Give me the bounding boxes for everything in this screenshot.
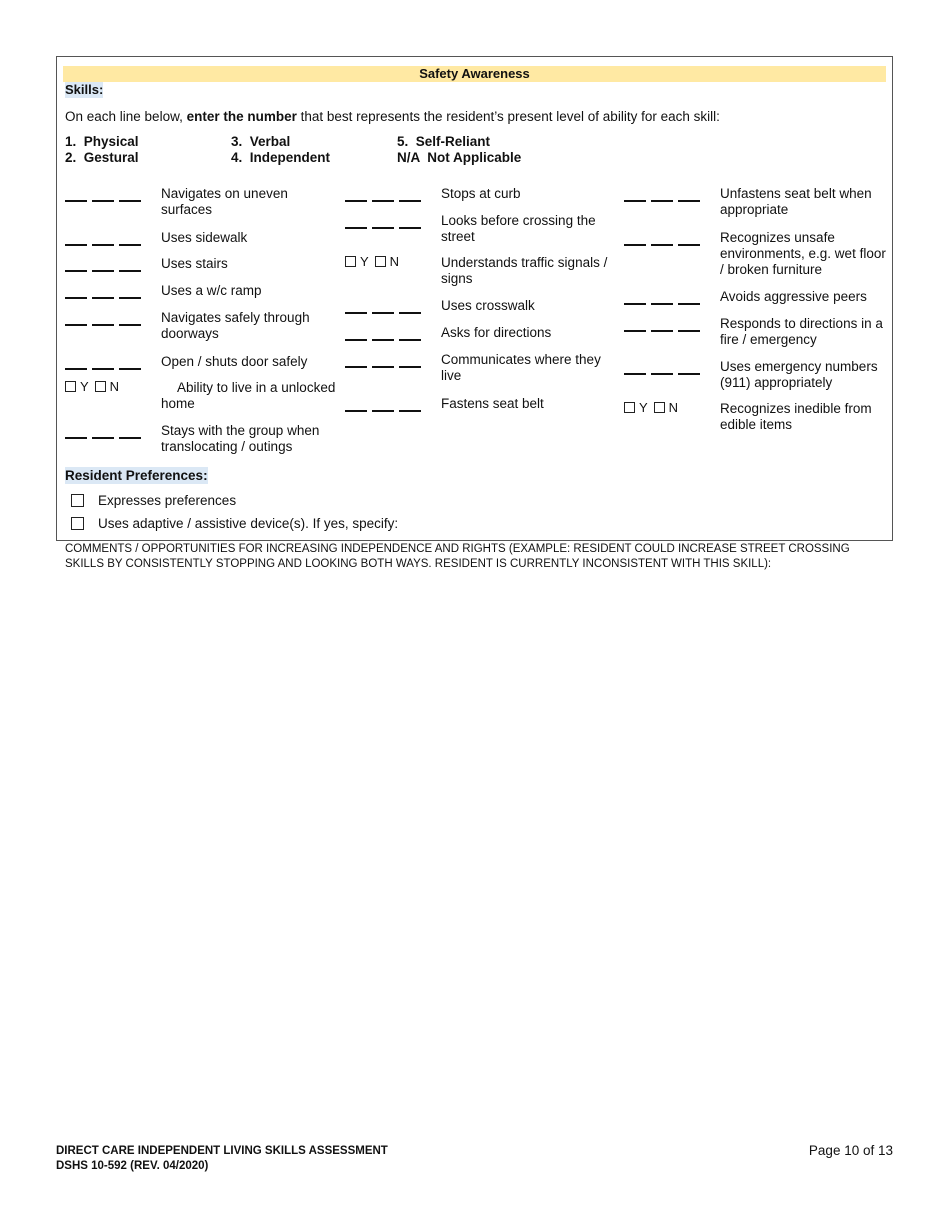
rating-blank[interactable] <box>372 200 394 202</box>
skill-label: Navigates on uneven surfaces <box>161 186 288 217</box>
skill-label: Uses crosswalk <box>441 298 535 313</box>
rating-blanks[interactable] <box>624 229 704 246</box>
skill-label: Open / shuts door safely <box>161 354 308 369</box>
skill-label: Stays with the group when translocating / outings <box>161 423 320 454</box>
rating-blank[interactable] <box>92 368 114 370</box>
checkbox[interactable] <box>71 494 84 507</box>
skill-label: Asks for directions <box>441 325 552 340</box>
rating-blank[interactable] <box>119 244 141 246</box>
yes-checkbox[interactable] <box>345 256 356 267</box>
rating-blank[interactable] <box>345 312 367 314</box>
rating-blanks[interactable] <box>65 353 145 370</box>
rating-blank[interactable] <box>372 227 394 229</box>
rating-blanks[interactable] <box>65 282 145 299</box>
rating-blank[interactable] <box>345 339 367 341</box>
rating-blank[interactable] <box>372 339 394 341</box>
rating-blank[interactable] <box>678 373 700 375</box>
rating-blank[interactable] <box>92 270 114 272</box>
yes-no-checkboxes[interactable] <box>345 254 405 270</box>
form-number: DSHS 10-592 (REV. 04/2020) <box>56 1160 209 1172</box>
rating-blank[interactable] <box>399 227 421 229</box>
rating-blank[interactable] <box>651 200 673 202</box>
rating-blank[interactable] <box>651 373 673 375</box>
skill-label: Avoids aggressive peers <box>720 289 867 304</box>
legend-column-3 <box>397 134 521 166</box>
rating-blank[interactable] <box>678 330 700 332</box>
rating-blank[interactable] <box>624 373 646 375</box>
footer-form-info <box>56 1144 388 1174</box>
instructions-prefix: On each line below, <box>65 109 187 124</box>
rating-blank[interactable] <box>119 270 141 272</box>
comments-label: COMMENTS / OPPORTUNITIES FOR INCREASING INDEPENDENCE AND RIGHTS (EXAMPLE: RESIDENT COULD INCREASE STREET CROSSING SKILLS BY CONSISTENTLY STOPPING AND LOOKING BOTH WAYS. RESIDENT IS CURRENTLY INCONSISTENT WITH THIS SKILL): <box>65 543 850 570</box>
legend-column-1 <box>65 134 139 166</box>
rating-blank[interactable] <box>65 200 87 202</box>
safety-awareness-section <box>56 56 893 541</box>
rating-blank[interactable] <box>651 244 673 246</box>
legend-item: 2. Gestural <box>65 150 139 165</box>
skill-label: Responds to directions in a fire / emergency <box>720 316 883 347</box>
legend-item: 5. Self-Reliant <box>397 134 491 149</box>
rating-blanks[interactable] <box>345 395 425 412</box>
section-title: Safety Awareness <box>63 66 886 82</box>
skill-label: Understands traffic signals / signs <box>441 255 608 286</box>
rating-blank[interactable] <box>92 297 114 299</box>
rating-blank[interactable] <box>92 244 114 246</box>
rating-blank[interactable] <box>651 303 673 305</box>
skill-label: Fastens seat belt <box>441 396 544 411</box>
rating-blank[interactable] <box>372 366 394 368</box>
rating-blank[interactable] <box>119 200 141 202</box>
rating-blank[interactable] <box>399 200 421 202</box>
rating-blanks[interactable] <box>65 185 145 202</box>
rating-blanks[interactable] <box>65 422 145 439</box>
rating-blank[interactable] <box>399 339 421 341</box>
checkbox[interactable] <box>71 517 84 530</box>
skill-label: Stops at curb <box>441 186 521 201</box>
rating-blank[interactable] <box>119 297 141 299</box>
legend-item: 1. Physical <box>65 134 139 149</box>
rating-blank[interactable] <box>678 303 700 305</box>
rating-blank[interactable] <box>678 200 700 202</box>
skill-label: Uses sidewalk <box>161 230 248 245</box>
no-label: N <box>389 254 400 269</box>
no-label: N <box>668 400 679 415</box>
resident-preferences-label: Resident Preferences: <box>65 468 208 483</box>
yes-checkbox[interactable] <box>65 381 76 392</box>
skill-label: Uses emergency numbers (911) appropriately <box>720 359 878 390</box>
yes-label: Y <box>639 400 648 415</box>
rating-blank[interactable] <box>65 244 87 246</box>
skill-label: Recognizes unsafe environments, e.g. wet floor / broken furniture <box>720 230 886 277</box>
no-checkbox[interactable] <box>95 381 106 392</box>
preference-item[interactable] <box>71 516 398 532</box>
skill-label: Uses a w/c ramp <box>161 283 262 298</box>
rating-blank[interactable] <box>119 368 141 370</box>
rating-blank[interactable] <box>345 366 367 368</box>
rating-blank[interactable] <box>345 410 367 412</box>
preference-label: Expresses preferences <box>98 493 237 508</box>
rating-blank[interactable] <box>119 437 141 439</box>
skill-label: Unfastens seat belt when appropriate <box>720 186 872 217</box>
rating-blanks[interactable] <box>345 297 425 314</box>
rating-blanks[interactable] <box>624 358 704 375</box>
preference-item[interactable] <box>71 493 236 509</box>
rating-blanks[interactable] <box>345 185 425 202</box>
rating-blank[interactable] <box>372 410 394 412</box>
rating-blank[interactable] <box>624 200 646 202</box>
yes-checkbox[interactable] <box>624 402 635 413</box>
legend-column-2 <box>231 134 330 166</box>
preference-label: Uses adaptive / assistive device(s). If yes, specify: <box>98 516 399 531</box>
skill-label: Navigates safely through doorways <box>161 310 310 341</box>
yes-label: Y <box>80 379 89 394</box>
rating-blank[interactable] <box>624 244 646 246</box>
legend-item: 3. Verbal <box>231 134 291 149</box>
instructions-bold: enter the number <box>186 109 297 124</box>
rating-blank[interactable] <box>92 324 114 326</box>
rating-blanks[interactable] <box>624 315 704 332</box>
rating-blanks[interactable] <box>624 288 704 305</box>
rating-blank[interactable] <box>372 312 394 314</box>
skill-label: Looks before crossing the street <box>441 213 596 244</box>
rating-blank[interactable] <box>345 200 367 202</box>
skill-label: Recognizes inedible from edible items <box>720 401 872 432</box>
rating-blank[interactable] <box>65 324 87 326</box>
rating-blank[interactable] <box>65 297 87 299</box>
rating-blanks[interactable] <box>65 255 145 272</box>
rating-blank[interactable] <box>624 303 646 305</box>
skill-label: Communicates where they live <box>441 352 601 383</box>
instructions-suffix: that best represents the resident’s present level of ability for each skill: <box>296 109 720 124</box>
rating-blanks[interactable] <box>345 212 425 229</box>
rating-blanks[interactable] <box>624 185 704 202</box>
legend-item: 4. Independent <box>231 150 331 165</box>
rating-blank[interactable] <box>624 330 646 332</box>
page-number: Page 10 of 13 <box>808 1143 893 1158</box>
yes-no-checkboxes[interactable] <box>65 379 125 395</box>
rating-blank[interactable] <box>65 437 87 439</box>
no-label: N <box>109 379 120 394</box>
rating-blank[interactable] <box>678 244 700 246</box>
instructions <box>65 108 885 125</box>
rating-blanks[interactable] <box>345 324 425 341</box>
rating-blank[interactable] <box>651 330 673 332</box>
no-checkbox[interactable] <box>654 402 665 413</box>
rating-blank[interactable] <box>399 312 421 314</box>
rating-blank[interactable] <box>119 324 141 326</box>
rating-blank[interactable] <box>65 368 87 370</box>
rating-blank[interactable] <box>345 227 367 229</box>
yes-label: Y <box>360 254 369 269</box>
rating-blank[interactable] <box>399 366 421 368</box>
no-checkbox[interactable] <box>375 256 386 267</box>
rating-blank[interactable] <box>399 410 421 412</box>
rating-blanks[interactable] <box>65 309 145 326</box>
skill-label: Ability to live in a unlocked home <box>161 380 336 411</box>
rating-blank[interactable] <box>92 437 114 439</box>
yes-no-checkboxes[interactable] <box>624 400 684 416</box>
skills-label: Skills: <box>65 82 104 97</box>
rating-blank[interactable] <box>65 270 87 272</box>
legend-item: N/A Not Applicable <box>397 150 522 165</box>
skill-label: Uses stairs <box>161 256 228 271</box>
rating-blanks[interactable] <box>345 351 425 368</box>
form-title: DIRECT CARE INDEPENDENT LIVING SKILLS ASSESSMENT <box>56 1145 388 1157</box>
rating-blank[interactable] <box>92 200 114 202</box>
rating-blanks[interactable] <box>65 229 145 246</box>
